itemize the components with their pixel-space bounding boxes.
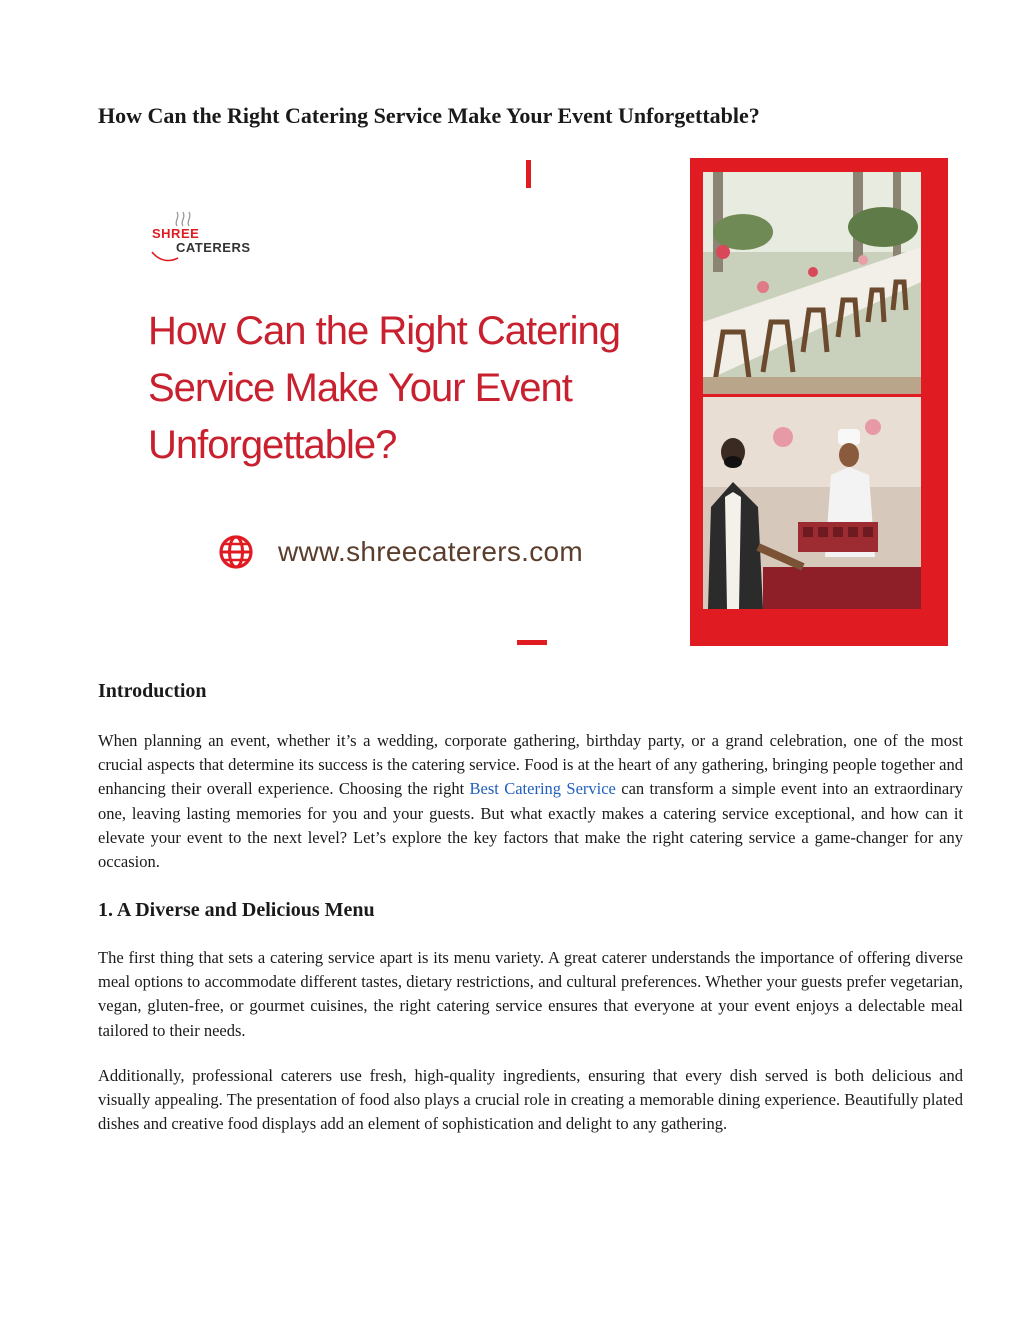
- hero-banner: [98, 153, 950, 649]
- banner-heading-line: Service Make Your Event: [148, 366, 572, 410]
- banquet-table-photo: [703, 172, 921, 394]
- section-1-paragraph: The first thing that sets a catering service apart is its menu variety. A great caterer understands the importance of offering diverse meal options to accommodate different tastes, dietary restrictions, and cultural preferences. Whether your guests prefer vegetarian, vegan, gluten-free, or gourmet cuisines, the right catering service ensures that everyone at your event enjoys a delectable meal tailored to their needs.: [98, 948, 963, 1040]
- website-url[interactable]: www.shreecaterers.com: [278, 536, 584, 567]
- introduction-heading: Introduction: [98, 680, 207, 702]
- globe-icon: [218, 534, 254, 570]
- banner-heading-line: How Can the Right Catering: [148, 309, 621, 353]
- intro-text-start: When planning an event, whether it’s a wedding, corporate gathering, birthday party, or a grand celebration, one of the most crucial aspects that determine its success is the catering service. Food is at the heart of any gathering, bringing people together and enhancing their overall experience. Choosing the right: [98, 731, 963, 799]
- introduction-paragraph: [98, 729, 963, 874]
- best-catering-service-link[interactable]: Best Catering Service: [469, 779, 616, 799]
- page-title: How Can the Right Catering Service Make Your Event Unforgettable?: [98, 103, 760, 128]
- chef-serving-illustration: [703, 397, 921, 609]
- accent-bar-bottom: [517, 640, 547, 645]
- section-1-heading: 1. A Diverse and Delicious Menu: [98, 899, 375, 921]
- accent-bar-top: [526, 160, 531, 188]
- shree-caterers-logo: [148, 208, 278, 263]
- steam-icon: [172, 208, 194, 228]
- chef-serving-photo: [703, 397, 921, 609]
- section-1-paragraph: Additionally, professional caterers use fresh, high-quality ingredients, ensuring that every dish served is both delicious and visually appealing. The presentation of food also plays a crucial role in creating a memorable dining experience. Beautifully plated dishes and creative food displays add an element of sophistication and delight to any gathering.: [98, 1066, 963, 1134]
- banner-heading-line: Unforgettable?: [148, 423, 397, 467]
- logo-text-shree: SHREE: [152, 226, 200, 241]
- intro-text-end: can transform a simple event into an extraordinary one, leaving lasting memories for you and your guests. But what exactly makes a catering service exceptional, and how can it elevate your event to the next level? Let’s explore the key factors that make the right catering service a game-changer for any occasion.: [98, 779, 963, 872]
- banner-heading: [148, 303, 688, 474]
- photo-frame: [690, 158, 948, 646]
- banquet-table-illustration: [703, 172, 921, 394]
- logo-text-caterers: CATERERS: [176, 240, 251, 255]
